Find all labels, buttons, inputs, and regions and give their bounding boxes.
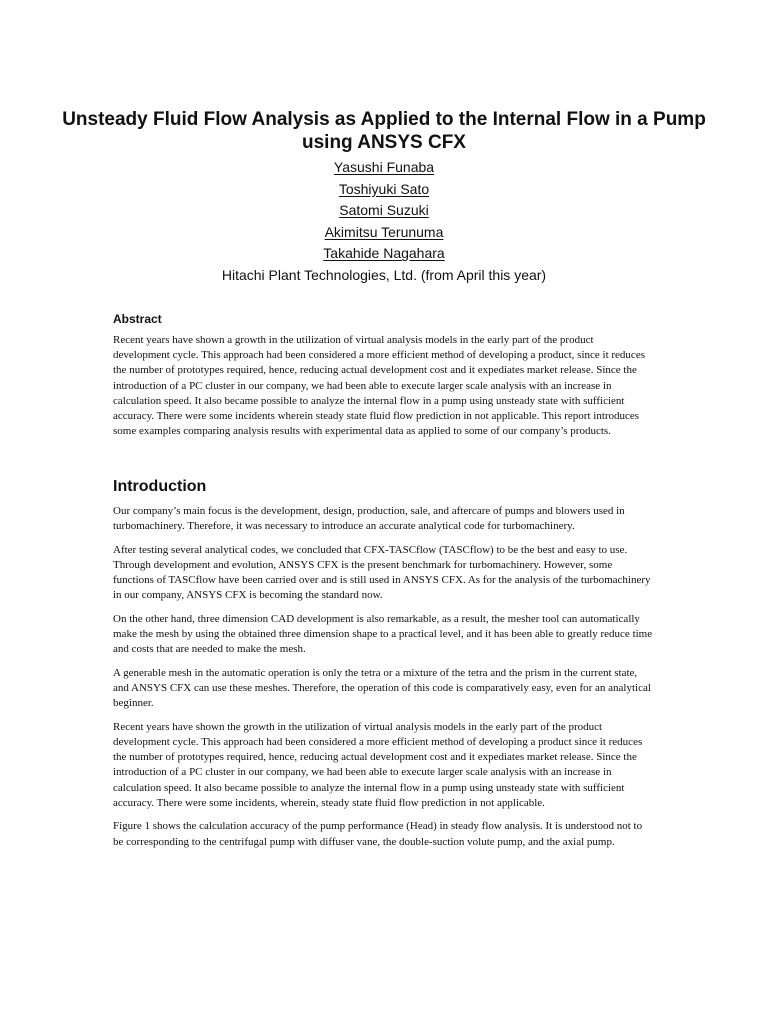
intro-paragraph-4: A generable mesh in the automatic operation is only the tetra or a mixture of the tetra and the prism in the current state, and ANSYS CFX can use these meshes. Therefore, the operation of this code is comparatively easy, even for an analytical beginner. <box>113 666 651 710</box>
intro-paragraph-5: Recent years have shown the growth in the utilization of virtual analysis models in the early part of the product development cycle. This approach had been considered a more efficient method of developing a product since it reduces the number of prototypes required, hence, reducing actual development cost and it expediates market release. Since the introduction of a PC cluster in our company, we had been able to execute larger scale analysis with an increase in calculation speed. It also became possible to analyze the internal flow in a pump using unsteady state with sufficient accuracy. There were some incidents, wherein, steady state fluid flow prediction in not applicable. <box>113 720 643 810</box>
intro-paragraph-6: Figure 1 shows the calculation accuracy of the pump performance (Head) in steady flow analysis. It is understood not to be corresponding to the centrifugal pump with diffuser vane, the double-suction volute pump, and the axial pump. <box>113 820 643 848</box>
author-link-terunuma[interactable]: Akimitsu Terunuma <box>324 223 444 240</box>
author-link-funaba[interactable]: Yasushi Funaba <box>333 159 435 175</box>
author-link-nagahara[interactable]: Takahide Nagahara <box>323 245 445 262</box>
author-link-suzuki[interactable]: Satomi Suzuki <box>339 202 429 219</box>
intro-paragraph-2: After testing several analytical codes, we concluded that CFX-TASCflow (TASCflow) to be the best and easy to use. Through development and evolution, ANSYS CFX is the present benchmark for turbomachinery. However, some functions of TASCflow have been carried over and is still used in ANSYS CFX. As for the analysis of the turbomachinery in our company, ANSYS CFX is becoming the standard now. <box>113 543 651 602</box>
author-1 <box>0 157 768 179</box>
author-4 <box>0 222 768 244</box>
intro-paragraph-1: Our company’s main focus is the development, design, production, sale, and aftercare of pumps and blowers used in turbomachinery. Therefore, it was necessary to introduce an accurate analytical code for turbomachinery. <box>113 505 625 533</box>
abstract-heading: Abstract <box>113 312 162 326</box>
abstract-text: Recent years have shown a growth in the utilization of virtual analysis models in the early part of the product development cycle. This approach had been considered a more efficient method of developing a product, since it reduces the number of prototypes required, hence, reducing actual development cost and it expediates market release. Since the introduction of a PC cluster in our company, we had been able to execute larger scale analysis with an increase in calculation speed. It also became possible to analyze the internal flow in a pump using unsteady state with sufficient accuracy. There were some incidents wherein steady state fluid flow prediction in not applicable. This report introduces some examples comparing analysis results with experimental data as applied to some of our company’s products. <box>113 334 645 438</box>
author-link-sato[interactable]: Toshiyuki Sato <box>338 180 430 197</box>
author-5 <box>0 243 768 265</box>
introduction-body <box>113 504 653 858</box>
author-2 <box>0 179 768 201</box>
intro-paragraph-3: On the other hand, three dimension CAD development is also remarkable, as a result, the mesher tool can automatically make the mesh by using the obtained three dimension shape to a practical level, and it has been able to greatly reduce time and costs that are needed to make the mesh. <box>113 612 653 656</box>
author-block <box>0 157 768 287</box>
paper-title: Unsteady Fluid Flow Analysis as Applied to the Internal Flow in a Pump using ANSYS CFX <box>62 109 706 153</box>
introduction-heading: Introduction <box>113 478 207 495</box>
affiliation: Hitachi Plant Technologies, Ltd. (from April this year) <box>221 266 547 283</box>
author-3 <box>0 200 768 222</box>
